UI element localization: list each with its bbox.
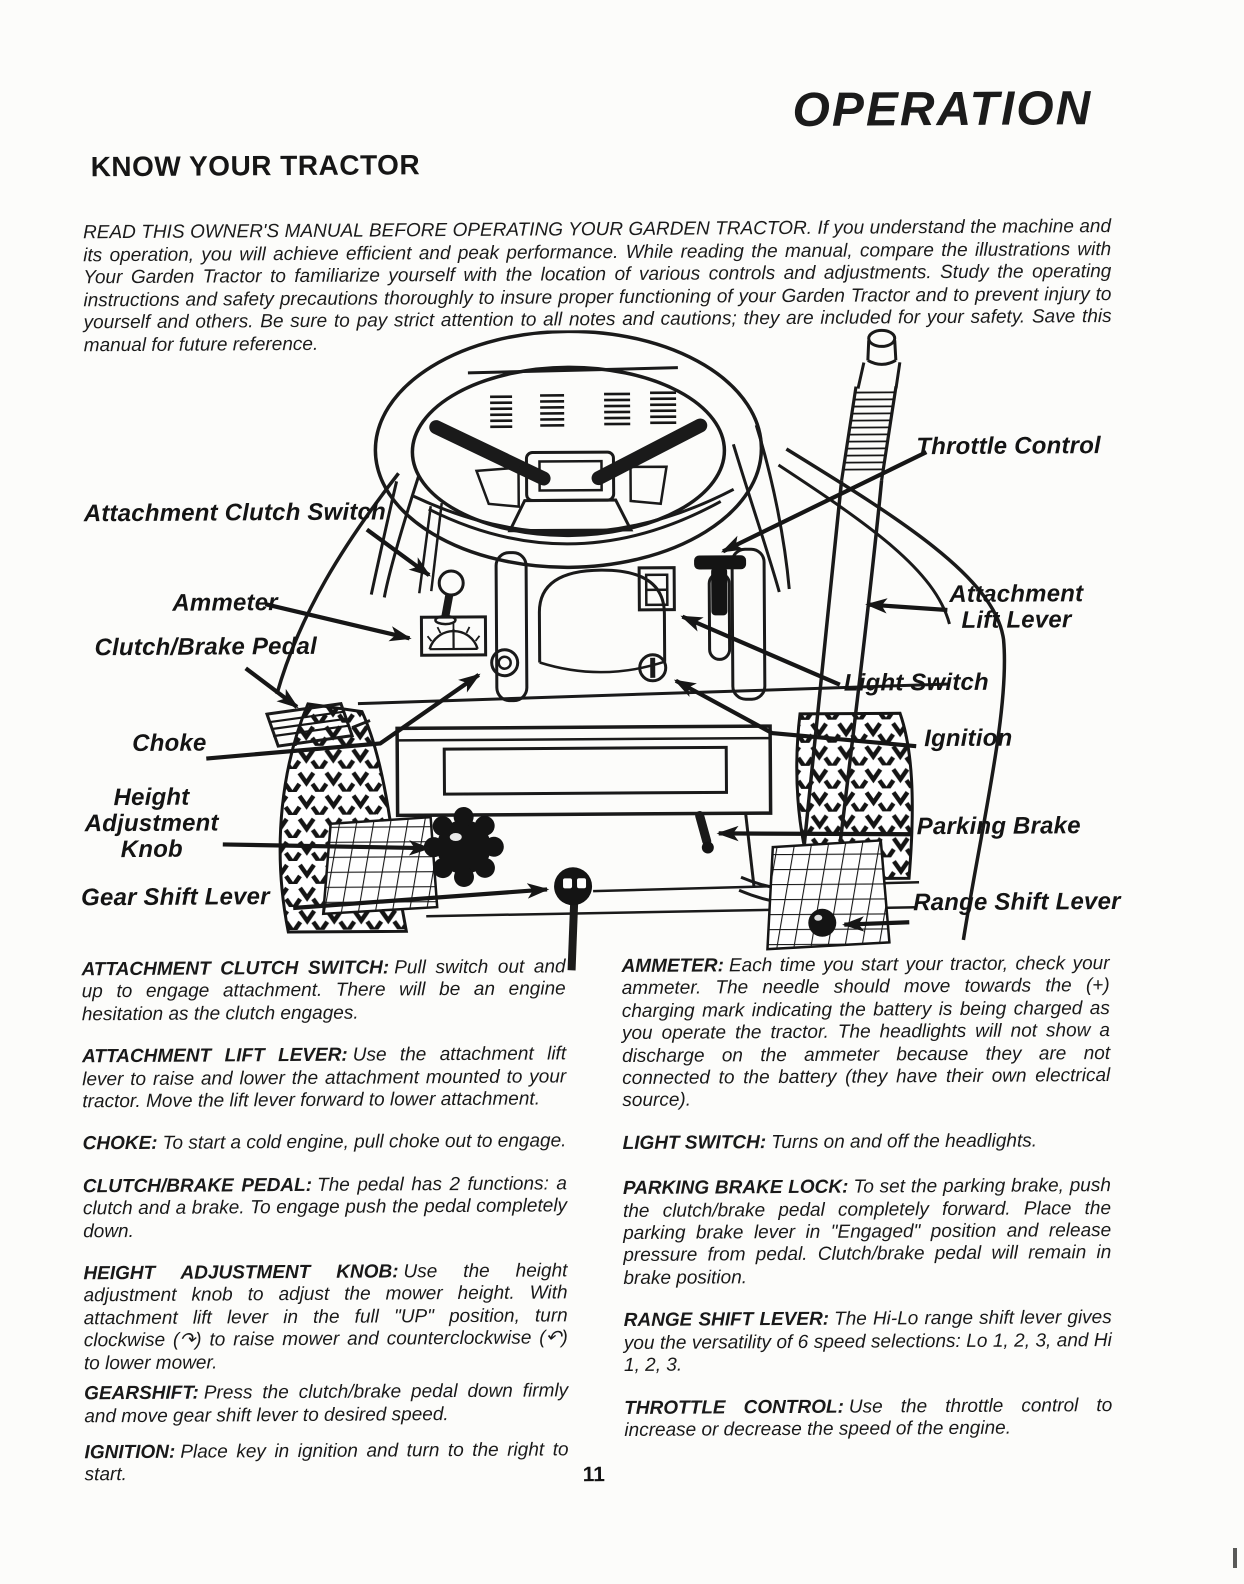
left-seat-column [496,553,527,701]
label-light-switch: Light Switch [843,668,989,697]
definition-range-shift-lever: RANGE SHIFT LEVER: The Hi-Lo range shift lever gives you the versatility of 6 speed selections: Lo 1, 2, 3, and Hi 1, 2, 3. [623,1307,1112,1377]
label-ammeter: Ammeter [172,589,278,617]
scan-artifact [1233,1548,1237,1568]
page-title: OPERATION [792,82,1093,137]
arrow-light-switch [682,616,839,686]
gear-shift-lever-control [554,867,593,970]
definition-choke: CHOKE: To start a cold engine, pull choke out to engage. [82,1130,567,1155]
arrow-parking-brake [719,832,913,835]
label-gear-shift-lever: Gear Shift Lever [81,883,270,912]
label-attachment-lift-lever: Attachment Lift Lever [949,580,1084,634]
definition-parking-brake-lock: PARKING BRAKE LOCK: To set the parking brake, push the clutch/brake pedal completely forward. Place the parking brake lever in "Engaged" position and release pressure from pedal. Clutch/brake pedal will remain in brake position. [622,1175,1112,1289]
definition-ammeter: AMMETER: Each time you start your tractor, check your ammeter. The needle should move towards the (+) charging mark indicating the battery is being charged as you operate the tractor. The headlights will not show a discharge on the ammeter because they are not connected to the battery (they have their own electrical source). [621,953,1111,1112]
label-throttle-control: Throttle Control [916,432,1101,461]
parking-brake-lever [700,815,714,853]
definitions-left-column [81,956,568,1507]
section-heading: KNOW YOUR TRACTOR [90,149,421,183]
label-height-adjustment-knob: Height Adjustment Knob [84,783,219,864]
throttle-handle [694,555,747,659]
definition-throttle-control: THROTTLE CONTROL: Use the throttle control to increase or decrease the speed of the engine. [624,1394,1113,1441]
label-parking-brake: Parking Brake [916,812,1081,841]
label-choke: Choke [132,729,207,757]
right-seat-column [732,549,765,699]
arrow-attachment-lift-lever [867,604,947,610]
definition-attachment-clutch-switch: ATTACHMENT CLUTCH SWITCH: Pull switch out and up to engage attachment. There will be an engine hesitation as the clutch engages. [81,956,566,1026]
intro-paragraph: READ THIS OWNER'S MANUAL BEFORE OPERATING YOUR GARDEN TRACTOR. If you understand the machine and its operation, you will achieve efficient and peak performance. While reading the manual, compare the illustrations with Your Garden Tractor to familiarize yourself with the location of various controls and adjustments. Study the operating instructions and safety precautions thoroughly to insure proper functioning of your Garden Tractor and to prevent injury to yourself and others. Be sure to pay strict attention to all notes and cautions; they are included for your safety. Save this manual for future reference. [82,216,1112,356]
arrow-range-shift [844,922,909,924]
definition-height-adjustment-knob: HEIGHT ADJUSTMENT KNOB: Use the height adjustment knob to adjust the mower height. With attachment lift lever in the full "UP" position, turn clockwise (↷) to raise mower and counterclockwise (↶) to lower mower. [83,1260,568,1374]
definition-gearshift: GEARSHIFT: Press the clutch/brake pedal down firmly and move gear shift lever to desired speed. [84,1380,569,1427]
definition-ignition: IGNITION: Place key in ignition and turn to the right to start. [84,1439,569,1486]
arrow-clutch-brake-pedal [246,668,297,707]
range-shift-knob [808,909,836,937]
label-range-shift-lever: Range Shift Lever [913,887,1121,917]
definitions-right-column [621,953,1112,1462]
definition-light-switch: LIGHT SWITCH: Turns on and off the headlights. [622,1130,1038,1154]
light-switch-control [639,568,674,610]
label-clutch-brake-pedal: Clutch/Brake Pedal [94,632,318,662]
arrow-throttle-control [722,452,927,551]
page-number: 11 [582,1463,605,1487]
label-ignition: Ignition [924,724,1013,753]
definition-attachment-lift-lever: ATTACHMENT LIFT LEVER: Use the attachment lift lever to raise and lower the attachment mounted to your tractor. Move the lift lever forward to lower attachment. [82,1043,567,1113]
label-attachment-clutch-switch: Attachment Clutch Switch [83,498,387,528]
definition-clutch-brake-pedal: CLUTCH/BRAKE PEDAL: The pedal has 2 functions: a clutch and a brake. To engage push the pedal completely down. [82,1173,568,1242]
steering-wheel [375,330,762,568]
